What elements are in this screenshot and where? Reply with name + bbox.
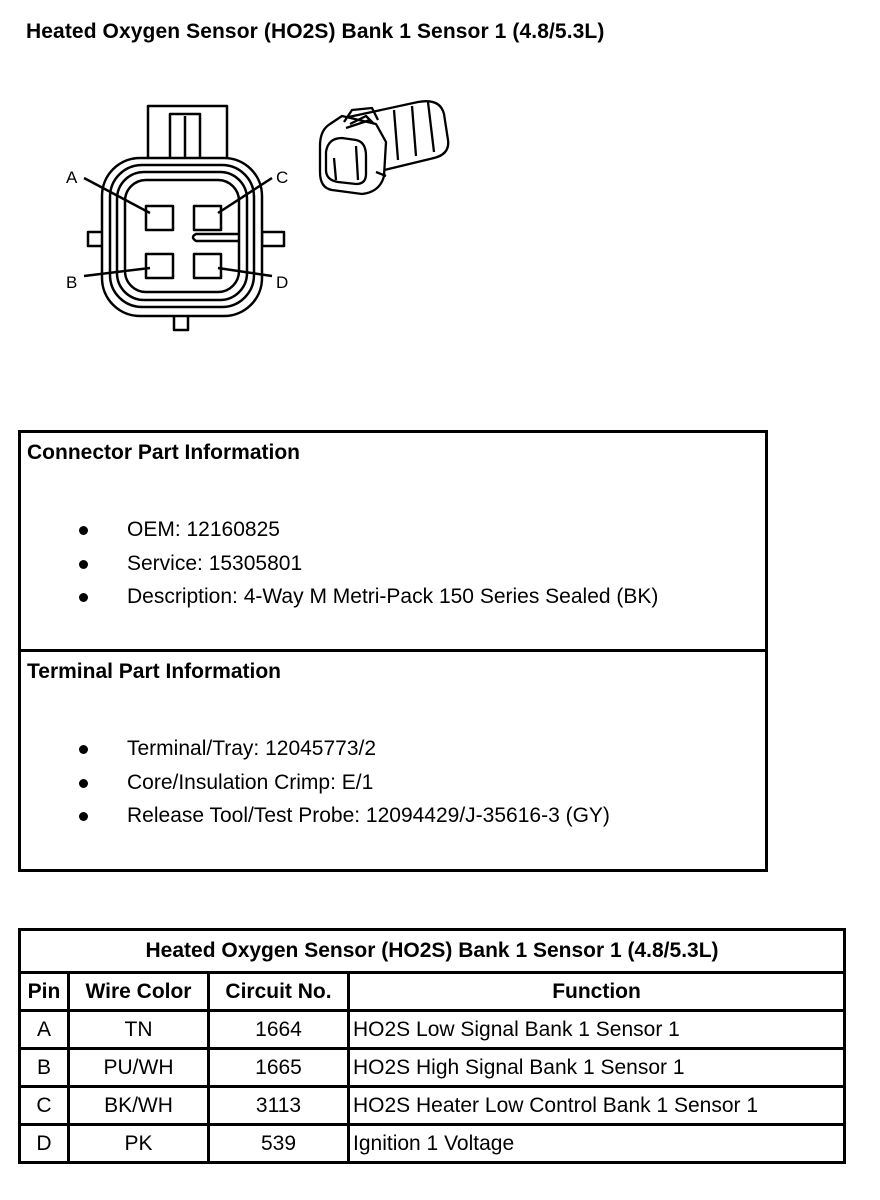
connector-info-list: [79, 513, 658, 614]
pin-cell: D: [20, 1125, 69, 1163]
circuit-cell: 539: [209, 1125, 349, 1163]
table-header-row: [20, 973, 845, 1011]
wire-color-cell: TN: [69, 1011, 209, 1049]
table-row: [20, 1049, 845, 1087]
table-row: [20, 1011, 845, 1049]
pin-cell: B: [20, 1049, 69, 1087]
pin-cell: A: [20, 1011, 69, 1049]
column-header: Pin: [20, 973, 69, 1011]
table-row: [20, 1087, 845, 1125]
column-header: Circuit No.: [209, 973, 349, 1011]
connector-part-information: [21, 433, 765, 652]
function-cell: HO2S High Signal Bank 1 Sensor 1: [349, 1049, 845, 1087]
pin-label-d: D: [276, 273, 289, 292]
table-row: [20, 1125, 845, 1163]
circuit-cell: 3113: [209, 1087, 349, 1125]
side-tab-right: [262, 232, 284, 246]
connector-diagram: [0, 80, 480, 360]
wire-color-cell: BK/WH: [69, 1087, 209, 1125]
bullet-icon: [79, 812, 88, 821]
terminal-info-list: [79, 732, 610, 833]
bullet-icon: [79, 560, 88, 569]
list-item: OEM: 12160825: [79, 513, 658, 547]
wire-color-cell: PK: [69, 1125, 209, 1163]
bullet-icon: [79, 745, 88, 754]
column-header: Function: [349, 973, 845, 1011]
pin-table: [18, 928, 846, 1164]
connector-3d-view: [320, 101, 448, 194]
function-cell: HO2S Heater Low Control Bank 1 Sensor 1: [349, 1087, 845, 1125]
wire-color-cell: PU/WH: [69, 1049, 209, 1087]
bullet-icon: [79, 526, 88, 535]
list-item: Terminal/Tray: 12045773/2: [79, 732, 610, 766]
part-information-box: [18, 430, 768, 872]
list-item: Core/Insulation Crimp: E/1: [79, 766, 610, 800]
list-item: Description: 4-Way M Metri-Pack 150 Series Sealed (BK): [79, 580, 658, 614]
table-caption: Heated Oxygen Sensor (HO2S) Bank 1 Sensor 1 (4.8/5.3L): [20, 930, 845, 973]
pin-label-c: C: [276, 168, 289, 187]
pin-label-b: B: [66, 273, 78, 292]
bullet-icon: [79, 779, 88, 788]
column-header: Wire Color: [69, 973, 209, 1011]
list-item: Release Tool/Test Probe: 12094429/J-35616-3 (GY): [79, 799, 610, 833]
circuit-cell: 1664: [209, 1011, 349, 1049]
terminal-part-information: [21, 652, 765, 869]
pin-label-a: A: [66, 168, 78, 187]
function-cell: HO2S Low Signal Bank 1 Sensor 1: [349, 1011, 845, 1049]
function-cell: Ignition 1 Voltage: [349, 1125, 845, 1163]
list-item: Service: 15305801: [79, 547, 658, 581]
table-caption-row: [20, 930, 845, 973]
page-title: Heated Oxygen Sensor (HO2S) Bank 1 Sensor 1 (4.8/5.3L): [26, 20, 605, 43]
pin-cell: C: [20, 1087, 69, 1125]
bullet-icon: [79, 593, 88, 602]
circuit-cell: 1665: [209, 1049, 349, 1087]
section-heading: Connector Part Information: [27, 441, 301, 464]
section-heading: Terminal Part Information: [27, 660, 281, 683]
